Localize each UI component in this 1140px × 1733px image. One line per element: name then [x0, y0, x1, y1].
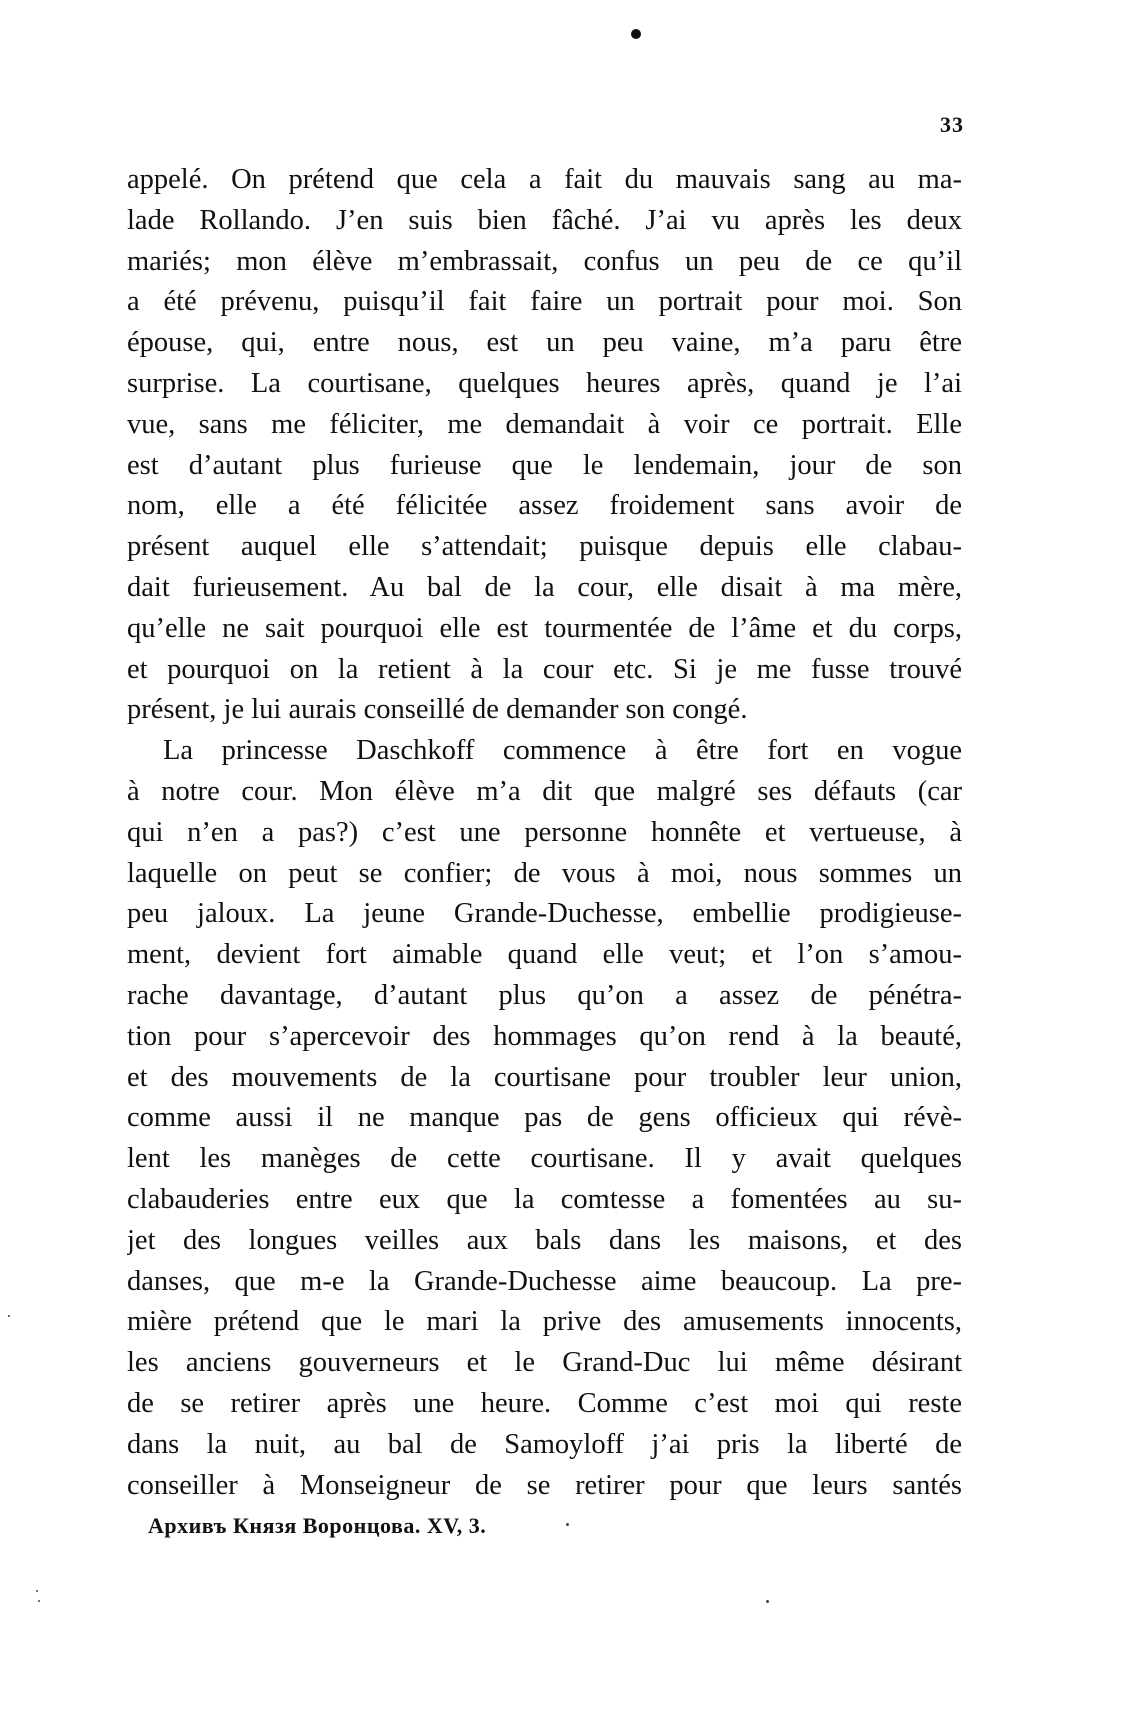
text-line: mière prétend que le mari la prive des amusements innocents, — [127, 1306, 962, 1338]
text-line: danses, que m-e la Grande-Duchesse aime beaucoup. La pre- — [127, 1265, 962, 1297]
text-line: ment, devient fort aimable quand elle veut; et l’on s’amou- — [127, 939, 962, 971]
text-line: à notre cour. Mon élève m’a dit que malgré ses défauts (car — [127, 775, 962, 807]
text-line: surprise. La courtisane, quelques heures après, quand je l’ai — [127, 367, 962, 399]
text-line: comme aussi il ne manque pas de gens officieux qui révè- — [127, 1102, 962, 1134]
text-line: dans la nuit, au bal de Samoyloff j’ai pris la liberté de — [127, 1428, 962, 1460]
text-line: clabauderies entre eux que la comtesse a fomentées au su- — [127, 1183, 962, 1215]
page-number: 33 — [940, 112, 964, 137]
text-line: présent, je lui aurais conseillé de demander son congé. — [127, 694, 748, 726]
text-line: mariés; mon élève m’embrassait, confus un peu de ce qu’il — [127, 245, 962, 277]
text-line: lade Rollando. J’en suis bien fâché. J’ai vu après les deux — [127, 204, 962, 236]
body-text — [127, 160, 962, 1506]
text-line: est d’autant plus furieuse que le lendemain, jour de son — [127, 449, 962, 481]
text-line: épouse, qui, entre nous, est un peu vaine, m’a paru être — [127, 327, 962, 359]
text-line: rache davantage, d’autant plus qu’on a assez de pénétra- — [127, 979, 962, 1011]
text-line: appelé. On prétend que cela a fait du mauvais sang au ma- — [127, 164, 962, 195]
text-line: peu jaloux. La jeune Grande-Duchesse, embellie prodigieuse- — [127, 898, 962, 930]
text-line: lent les manèges de cette courtisane. Il y avait quelques — [127, 1143, 962, 1175]
text-line: jet des longues veilles aux bals dans les maisons, et des — [127, 1224, 962, 1256]
scan-speck — [36, 1590, 38, 1592]
scan-speck — [566, 1523, 569, 1526]
text-line: de se retirer après une heure. Comme c’est moi qui reste — [127, 1387, 962, 1419]
text-line: et pourquoi on la retient à la cour etc. Si je me fusse trouvé — [127, 653, 962, 685]
printer-mark — [631, 29, 641, 39]
text-line: tion pour s’apercevoir des hommages qu’on rend à la beauté, — [127, 1020, 962, 1052]
text-line: qui n’en a pas?) c’est une personne honnête et vertueuse, à — [127, 816, 962, 848]
text-line: vue, sans me féliciter, me demandait à voir ce portrait. Elle — [127, 408, 962, 440]
text-line: et des mouvements de la courtisane pour troubler leur union, — [127, 1061, 962, 1093]
scan-speck — [8, 1315, 10, 1317]
text-line: présent auquel elle s’attendait; puisque depuis elle clabau- — [127, 531, 962, 563]
paragraph-start-line: La princesse Daschkoff commence à être fort en vogue — [163, 735, 962, 767]
text-line: a été prévenu, puisqu’il fait faire un portrait pour moi. Son — [127, 286, 962, 318]
text-line: qu’elle ne sait pourquoi elle est tourmentée de l’âme et du corps, — [127, 612, 962, 644]
text-line: laquelle on peut se confier; de vous à moi, nous sommes un — [127, 857, 962, 889]
text-line: conseiller à Monseigneur de se retirer pour que leurs santés — [127, 1469, 962, 1501]
text-line: dait furieusement. Au bal de la cour, elle disait à ma mère, — [127, 571, 962, 603]
text-line: nom, elle a été félicitée assez froidement sans avoir de — [127, 490, 962, 522]
text-line: les anciens gouverneurs et le Grand-Duc lui même désirant — [127, 1347, 962, 1379]
scan-speck — [38, 1600, 40, 1602]
scan-speck — [766, 1600, 769, 1603]
footer-signature: Архивъ Князя Воронцова. XV, 3. — [148, 1513, 487, 1538]
